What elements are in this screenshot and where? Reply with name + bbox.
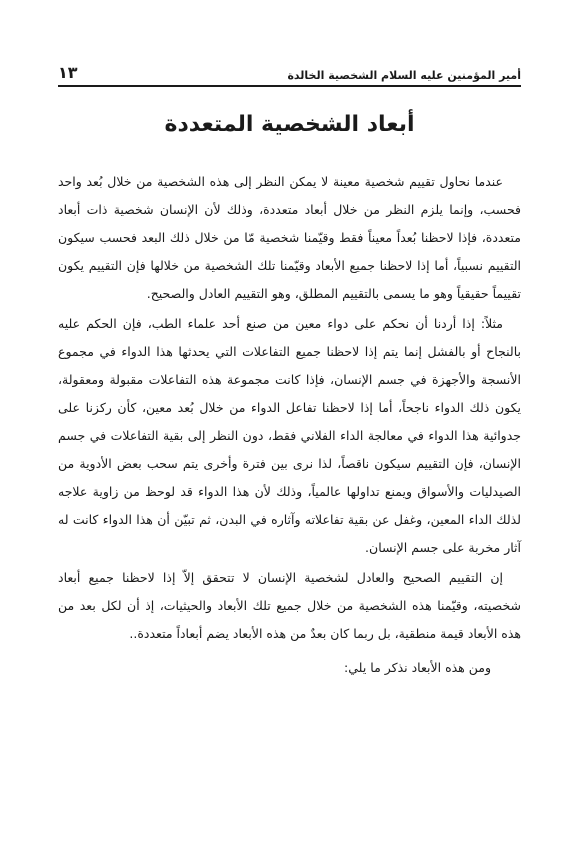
paragraph: عندما نحاول تقييم شخصية معينة لا يمكن النظر إلى هذه الشخصية من خلال بُعد واحد فحسب، وإنما يلزم النظر من خلال أبعاد متعددة، وذلك لأن الإنسان شخصية ذات أبعاد متعددة، فإذا لاحظنا بُعداً معيناً فقط وقيّمنا شخصية مّا من خلال ذلك البعد فحسب سيكون التقييم نسبياً، أما إذا لاحظنا جميع الأبعاد وقيّمنا تلك الشخصية من خلالها فإن التقييم يكون تقييماً حقيقياً وهو ما يسمى بالتقييم المطلق، وهو التقييم العادل والصحيح. xyxy=(58,174,521,301)
paragraph: مثلاً: إذا أردنا أن نحكم على دواء معين من صنع أحد علماء الطب، فإن الحكم عليه بالنجاح أو بالفشل إنما يتم إذا لاحظنا جميع التفاعلات التي يحدثها هذا الدواء في مجموع الأنسجة والأجهزة في جسم الإنسان، فإذا كانت مجموعة هذه التفاعلات مقبولة ومعقولة، يكون ذلك الدواء ناجحاً، أما إذا لاحظنا تفاعل الدواء من خلال بُعد معين، كأن ركزنا على جدوائية هذا الدواء في معالجة الداء الفلاني فقط، دون النظر إلى بقية التفاعلات في جسم الإنسان، فإن التقييم سيكون ناقصاً، لذا نرى بين فترة وأخرى يتم سحب بعض الأدوية من الصيدليات والأسواق ويمنع تداولها عالمياً، وذلك لأن هذا الدواء قد لوحظ من زاوية علاجه لذلك الداء المعين، وغفل عن بقية تفاعلاته وآثاره في البدن، ثم تبيّن أن هذا الدواء كانت له آثار مخربة على جسم الإنسان. xyxy=(58,316,521,555)
body-text xyxy=(58,168,521,684)
running-title: أمير المؤمنين عليه السلام الشخصية الخالدة xyxy=(287,69,521,82)
chapter-title: أبعاد الشخصية المتعددة xyxy=(164,112,415,137)
paragraph: ومن هذه الأبعاد نذكر ما يلي: xyxy=(344,660,491,675)
paragraph: إن التقييم الصحيح والعادل لشخصية الإنسان لا تتحقق إلاّ إذا لاحظنا جميع أبعاد شخصيته، وقيّمنا هذه الشخصية من خلال جميع تلك الأبعاد والحيثيات، إذ أن لكل بعد من هذه الأبعاد قيمة منطقية، بل ربما كان بعدٌ من هذه الأبعاد يضم أبعاداً متعددة.. xyxy=(58,570,521,641)
page-header xyxy=(58,58,521,87)
page-number: ١٣ xyxy=(58,63,78,82)
